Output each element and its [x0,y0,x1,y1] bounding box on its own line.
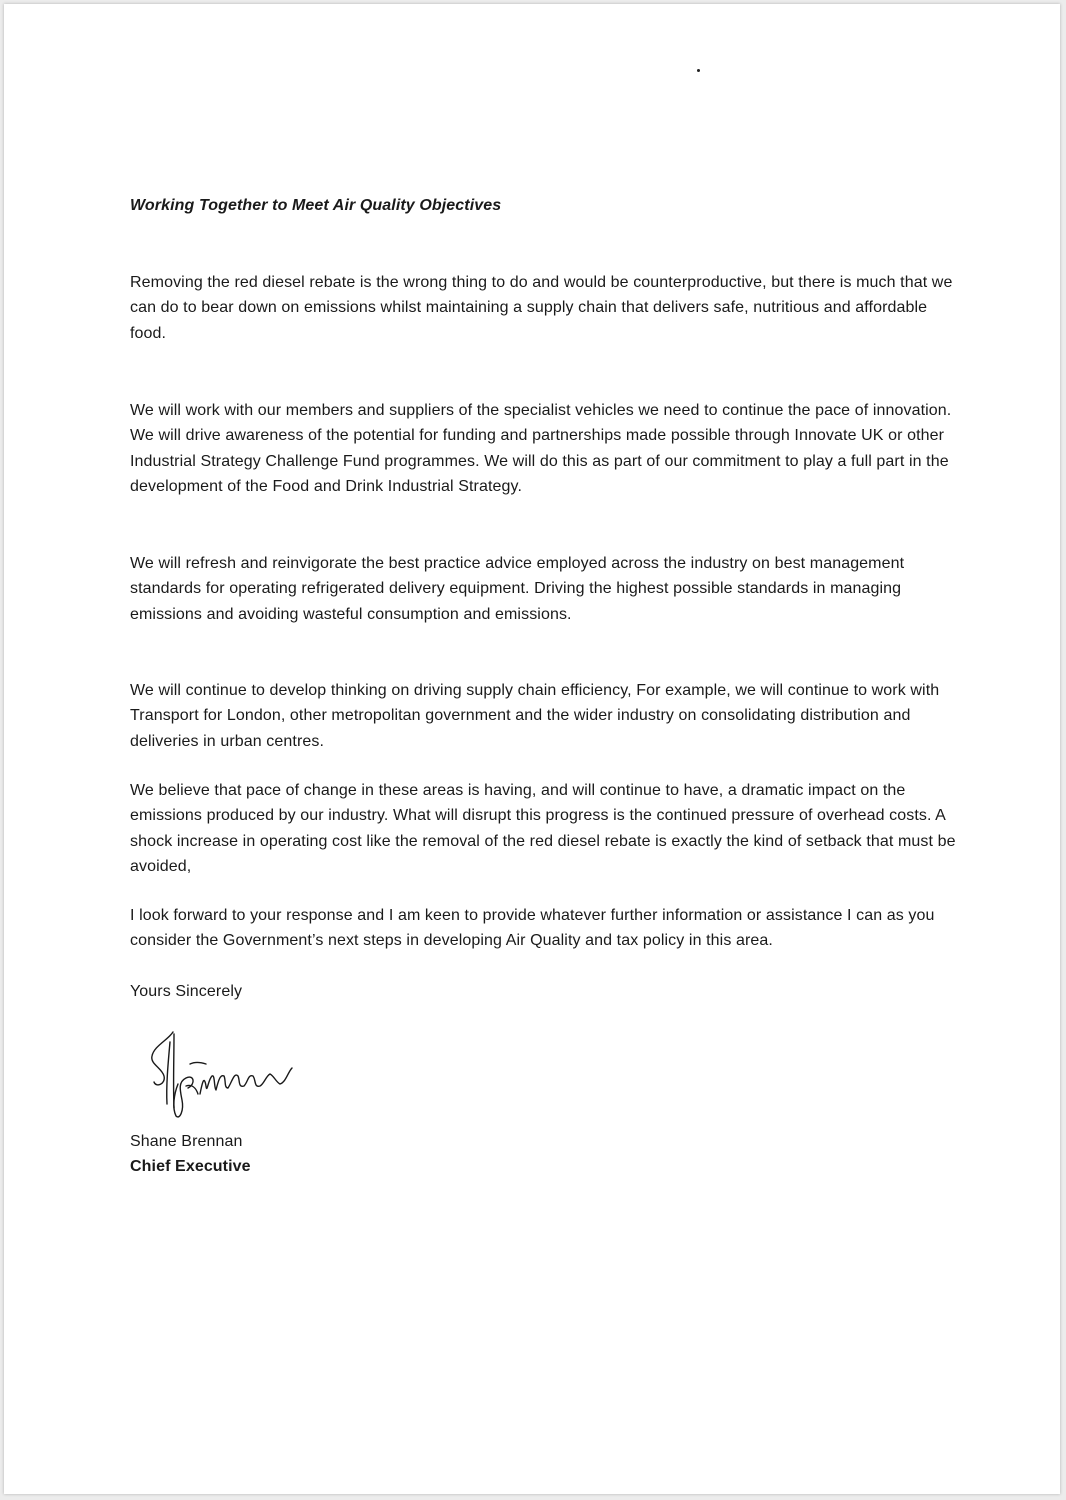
letter-heading: Working Together to Meet Air Quality Objectives [130,197,502,214]
paragraph-4: We will continue to develop thinking on driving supply chain efficiency, For example, we will continue to work with Transport for London, other metropolitan government and the wider industry on consolidating distribution and deliveries in urban centres. [130,682,940,750]
page-speck [697,69,700,72]
paragraph-3: We will refresh and reinvigorate the best practice advice employed across the industry on best management standards for operating refrigerated delivery equipment. Driving the highest possible standards in managing emissions and avoiding wasteful consumption and emissions. [130,555,905,623]
paragraph-6: I look forward to your response and I am keen to provide whatever further information or assistance I can as you consider the Government’s next steps in developing Air Quality and tax policy in this area. [130,907,935,950]
signer-name: Shane Brennan [130,1133,243,1150]
paragraph-1: Removing the red diesel rebate is the wrong thing to do and would be counterproductive, but there is much that we can do to bear down on emissions whilst maintaining a supply chain that delivers safe, nutritious and affordable food. [130,274,953,342]
closing-salutation: Yours Sincerely [130,983,243,1000]
letter-page [4,4,1060,1494]
signer-title: Chief Executive [130,1158,251,1175]
paragraph-2: We will work with our members and suppliers of the specialist vehicles we need to continue the pace of innovation. We will drive awareness of the potential for funding and partnerships made possible through Innovate UK or other Industrial Strategy Challenge Fund programmes. We will do this as part of our commitment to play a full part in the development of the Food and Drink Industrial Strategy. [130,402,952,495]
paragraph-5: We believe that pace of change in these areas is having, and will continue to have, a dramatic impact on the emissions produced by our industry. What will disrupt this progress is the continued pressure of overhead costs. A shock increase in operating cost like the removal of the red diesel rebate is exactly the kind of setback that must be avoided, [130,782,956,875]
handwritten-signature [140,1024,310,1134]
